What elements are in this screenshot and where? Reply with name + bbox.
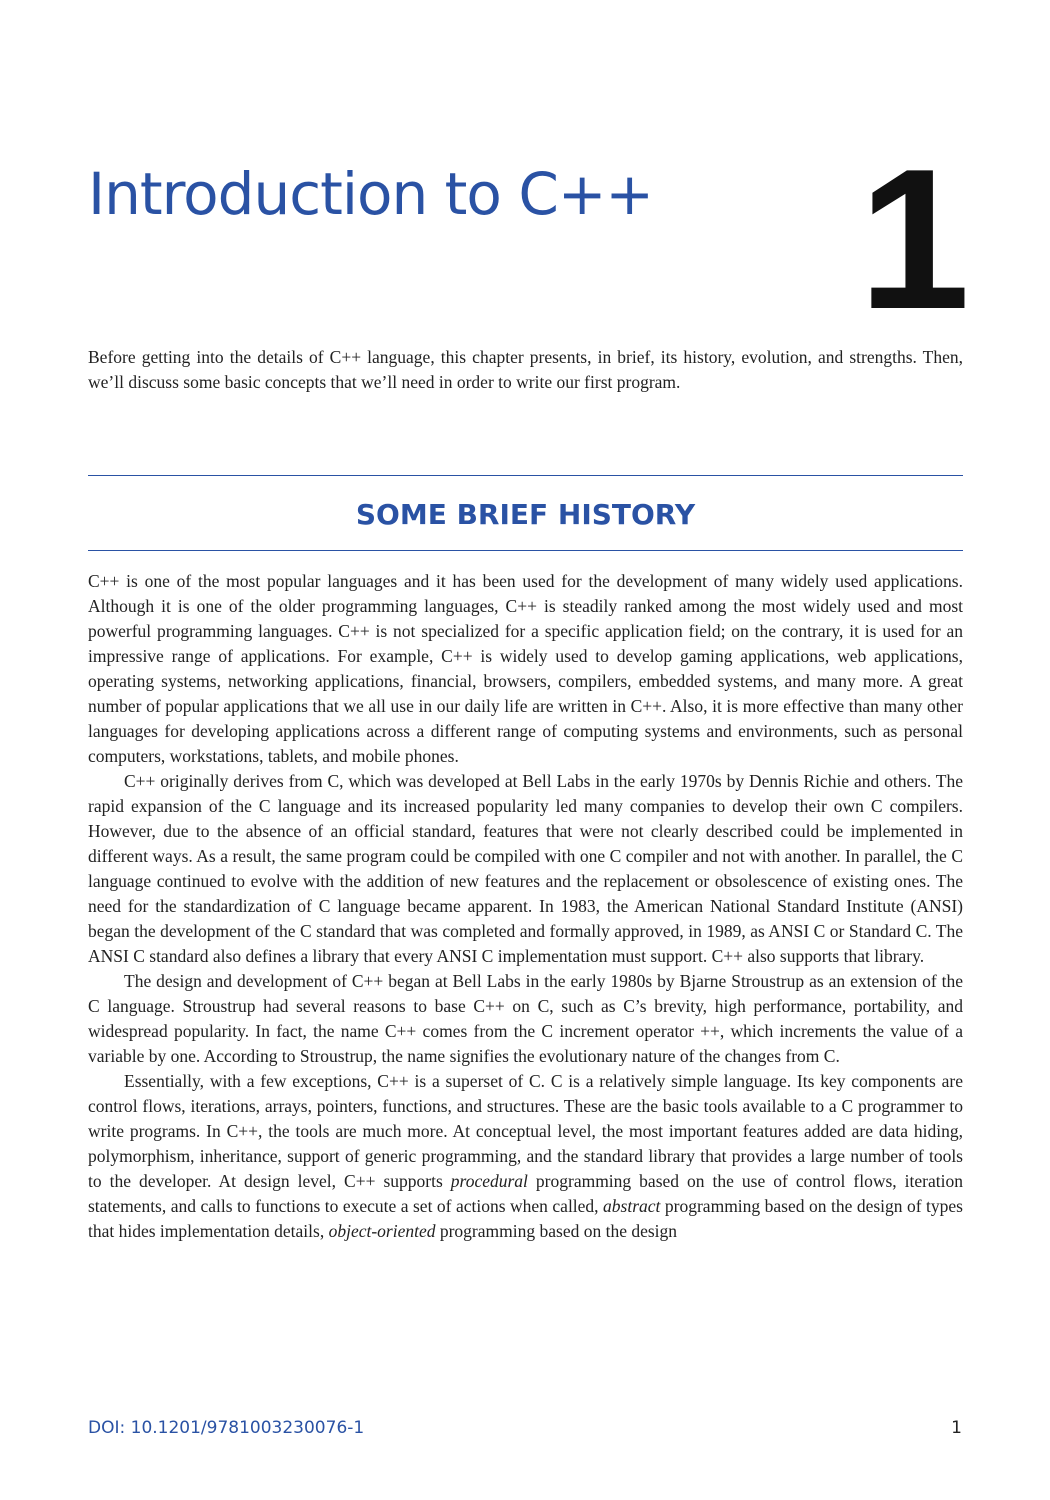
body-paragraph-4 [88,1069,963,1244]
body-paragraph-4-text-2: programming based on the use of control flows, iteration statements, and calls to functions to execute a set of actions when called, [88,1171,963,1216]
doi-link[interactable]: 10.1201/9781003230076-1 [130,1418,365,1438]
emphasis-object-oriented: object-oriented [328,1221,436,1241]
doi-label: DOI: [88,1418,131,1438]
emphasis-abstract: abstract [603,1196,661,1216]
body-paragraph-4-text-1: Essentially, with a few exceptions, C++ is a superset of C. C is a relatively simple language. Its key components are control flows, iterations, arrays, pointers, functions, and structures. These are the basic tools available to a C programmer to write programs. In C++, the tools are much more. At conceptual level, the most important features added are data hiding, polymorphism, inheritance, support of generic programming, and the standard library that provides a large number of tools to the developer. At design level, C++ supports [88,1071,963,1191]
page-number: 1 [951,1418,962,1438]
section-rule-top [88,475,963,476]
emphasis-procedural: procedural [450,1171,528,1191]
chapter-number: 1 [858,128,970,351]
body-paragraph-4-text-4: programming based on the design [435,1221,678,1241]
section-rule-bottom [88,550,963,551]
chapter-title: Introduction to C++ [88,160,654,228]
body-paragraph-4-text-3: programming based on the design of types that hides implementation details, [88,1196,963,1241]
body-paragraph-3: The design and development of C++ began at Bell Labs in the early 1980s by Bjarne Stroustrup as an extension of the C language. Stroustrup had several reasons to base C++ on C, such as C’s brevity, high performance, portability, and widespread popularity. In fact, the name C++ comes from the C increment operator ++, which increments the value of a variable by one. According to Stroustrup, the name signifies the evolutionary nature of the changes from C. [88,971,963,1066]
section-body [88,569,963,1244]
footer-doi [88,1418,364,1438]
body-paragraph-1: C++ is one of the most popular languages and it has been used for the development of many widely used applications. Although it is one of the older programming languages, C++ is steadily ranked among the most widely used and most powerful programming languages. C++ is not specialized for a specific application field; on the contrary, it is used for an impressive range of applications. For example, C++ is widely used to develop gaming applications, web applications, operating systems, networking applications, financial, browsers, compilers, embedded systems, and many more. A great number of popular applications that we all use in our daily life are written in C++. Also, it is more effective than many other languages for developing applications across a different range of computing systems and environments, such as personal computers, workstations, tablets, and mobile phones. [88,571,963,766]
section-heading: SOME BRIEF HISTORY [355,498,696,531]
chapter-intro: Before getting into the details of C++ language, this chapter presents, in brief, its history, evolution, and strengths. Then, we’ll discuss some basic concepts that we’ll need in order to write our first program. [88,347,963,392]
body-paragraph-2: C++ originally derives from C, which was developed at Bell Labs in the early 1970s by Dennis Richie and others. The rapid expansion of the C language and its increased popularity led many companies to develop their own C compilers. However, due to the absence of an official standard, features that were not clearly described could be implemented in different ways. As a result, the same program could be compiled with one C compiler and not with another. In parallel, the C language continued to evolve with the addition of new features and the replacement or obsolescence of existing ones. The need for the standardization of C language became apparent. In 1983, the American National Standard Institute (ANSI) began the development of the C standard that was completed and formally approved, in 1989, as ANSI C or Standard C. The ANSI C standard also defines a library that every ANSI C implementation must support. C++ also supports that library. [88,771,963,966]
